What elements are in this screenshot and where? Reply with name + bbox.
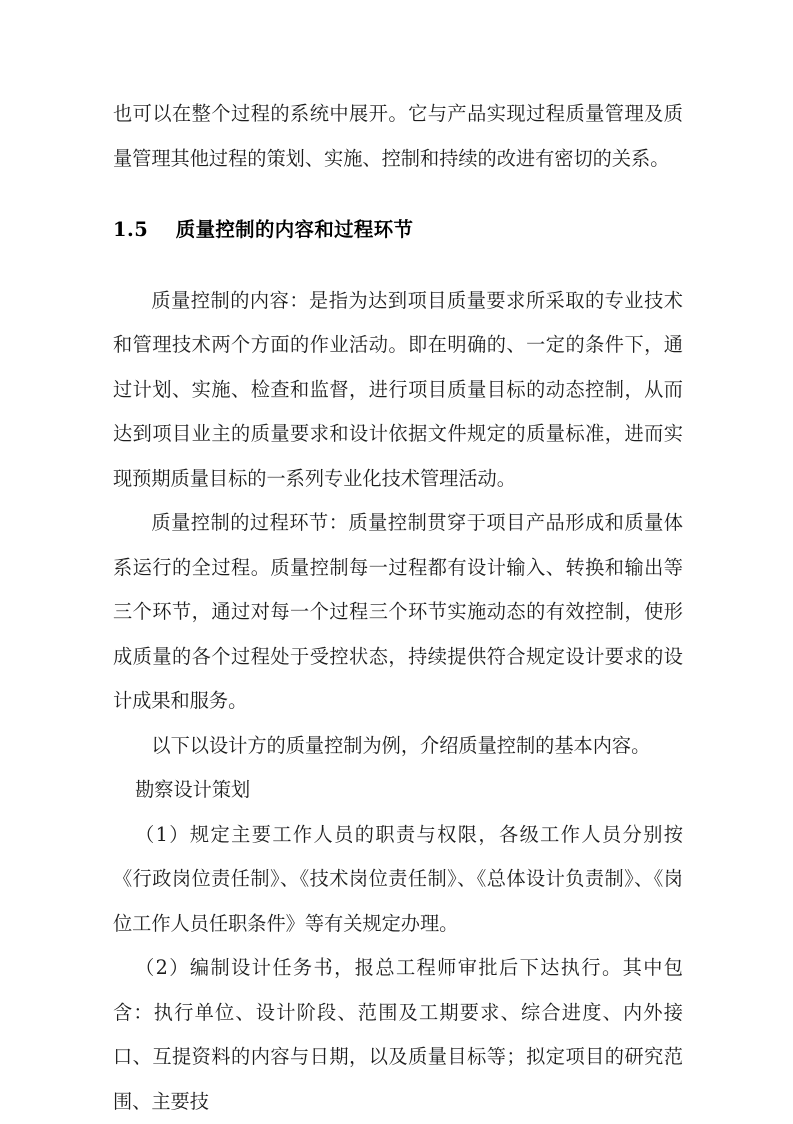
paragraph-list-item-1: （1）规定主要工作人员的职责与权限，各级工作人员分别按《行政岗位责任制》、《技术岗位责任制》、《总体设计负责制》、《岗位工作人员任职条件》等有关规定办理。 [113, 822, 683, 935]
paragraph-continuation: 也可以在整个过程的系统中展开。它与产品实现过程质量管理及质量管理其他过程的策划、实施、控制和持续的改进有密切的关系。 [113, 102, 683, 170]
paragraph-list-item-2: （2）编制设计任务书，报总工程师审批后下达执行。其中包含：执行单位、设计阶段、范围及工期要求、综合进度、内外接口、互提资料的内容与日期，以及质量目标等；拟定项目的研究范围、主要技 [113, 956, 683, 1113]
paragraph-example-intro: 以下以设计方的质量控制为例，介绍质量控制的基本内容。 [151, 733, 651, 757]
section-heading-number: 1.5 [113, 218, 149, 241]
paragraph-quality-control-content: 质量控制的内容：是指为达到项目质量要求所采取的专业技术和管理技术两个方面的作业活动。即在明确的、一定的条件下，通过计划、实施、检查和监督，进行项目质量目标的动态控制，从而达到项目业主的质量要求和设计依据文件规定的质量标准，进而实现预期质量目标的一系列专业化技术管理活动。 [113, 288, 683, 490]
text-column [113, 92, 683, 1124]
subheading-survey-design-planning: 勘察设计策划 [135, 778, 251, 801]
section-heading [113, 208, 683, 253]
section-heading-title: 质量控制的内容和过程环节 [175, 218, 414, 241]
paragraph-quality-control-process: 质量控制的过程环节：质量控制贯穿于项目产品形成和质量体系运行的全过程。质量控制每一过程都有设计输入、转换和输出等三个环节，通过对每一个过程三个环节实施动态的有效控制，使形成质量的各个过程处于受控状态，持续提供符合规定设计要求的设计成果和服务。 [113, 511, 683, 712]
spacer-after-heading [113, 253, 683, 279]
spacer-before-heading [113, 181, 683, 208]
